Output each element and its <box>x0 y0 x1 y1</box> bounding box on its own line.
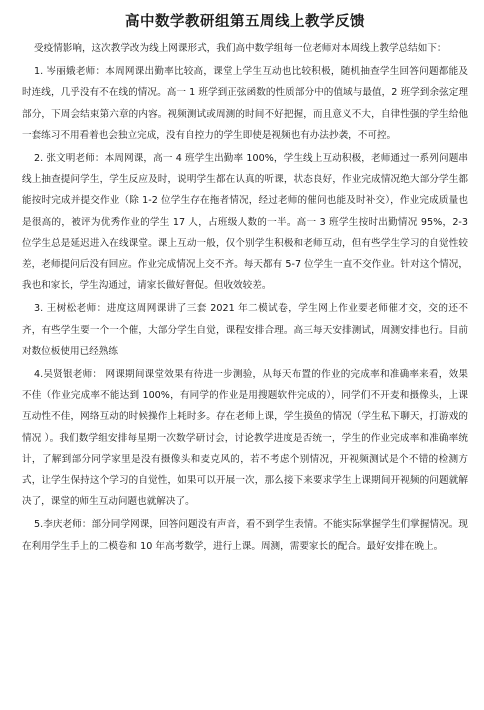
feedback-paragraph-1: 1. 岑丽娥老师：本周网课出勤率比较高，课堂上学生互动也比较积极，随机抽查学生回答问题都能及时连线，几乎没有不在线的情况。高一 1 班学到正弦函数的性质部分中的值域与最值，2 班学到余弦定理部分，下周会结束第六章的内容。视频测试或周测的时间不好把握，而且意义不大，自律性强的学生给他一套练习不用看着也会独立完成，没有自控力的学生即使是视频也有办法抄袭，不可控。 <box>22 66 468 141</box>
feedback-paragraph-2: 2. 张文明老师：本周网课，高一 4 班学生出勤率 100%，学生线上互动积极，老师通过一系列问题串线上抽查提问学生，学生反应及时，说明学生都在认真的听课，状态良好，作业完成情况绝大部分学生都能按时完成并提交作业（除 1-2 位学生存在拖者情况，经过老师的催问也能及时补交），作业完成质量也是很高的，被评为优秀作业的学生 17 人，占班级人数的一半。高一 3 班学生按时出勤情况 95%，2-3 位学生总是延迟进入在线课堂。课上互动一般，仅个别学生积极和老师互动，但有些学生学习的自觉性较差，老师提问后没有回应。作业完成情况上交不齐。每天都有 5-7 位学生一直不交作业。针对这个情况，我也和家长，学生沟通过，请家长做好督促。但收效较差。 <box>22 153 468 292</box>
document-title: 高中数学教研组第五周线上教学反馈 <box>125 14 365 30</box>
feedback-paragraph-4: 4.吴贤银老师： 网课期间课堂效果有待进一步测验，从每天布置的作业的完成率和准确率来看，效果不佳（作业完成率不能达到 100%，有同学的作业是用搜题软件完成的），同学们不开麦和摄像头，上课互动性不佳，网络互动的时候操作上耗时多。存在老师上课，学生摸鱼的情况（学生私下聊天，打游戏的情况 ）。我们数学组安排每星期一次数学研讨会，讨论教学进度是否统一，学生的作业完成率和准确率统计，了解到部分同学家里是没有摄像头和麦克风的，若不考虑个别情况，开视频测试是个不错的检测方式，让学生保持这个学习的自觉性，如果可以开展一次，那么接下来要求学生上课期间开视频的问题就解决了，课堂的师生互动问题也就解决了。 <box>22 369 468 508</box>
feedback-paragraph-3: 3. 王树松老师：进度这周网课讲了三套 2021 年二模试卷，学生网上作业要老师催才交，交的还不齐，有些学生要一个一个催，大部分学生自觉，课程安排合理。高三每天安排测试，周测安排也行。目前对数位板使用已经熟练 <box>22 303 468 357</box>
feedback-paragraph-5: 5.李庆老师：部分同学网课，回答问题没有声音，看不到学生表情。不能实际掌握学生们掌握情况。现在利用学生手上的二模卷和 10 年高考数学，进行上课。周测，需要家长的配合。最好安排在晚上。 <box>22 519 468 552</box>
intro-paragraph: 受疫情影响，这次教学改为线上网课形式，我们高中数学组每一位老师对本周线上教学总结如下： <box>34 43 447 54</box>
